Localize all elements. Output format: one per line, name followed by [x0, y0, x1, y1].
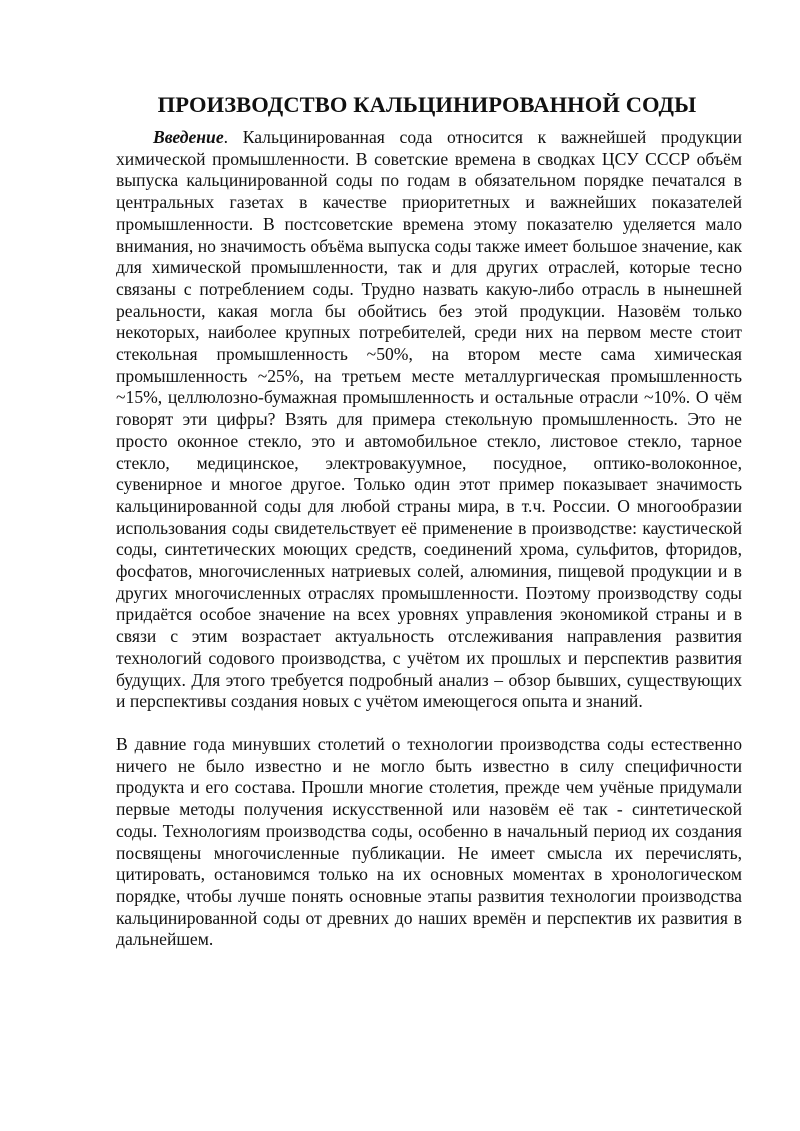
document-title: ПРОИЗВОДСТВО КАЛЬЦИНИРОВАННОЙ СОДЫ [157, 92, 697, 117]
intro-label: Введение [153, 127, 224, 147]
history-paragraph: В давние года минувших столетий о технологии производства соды естественно ничего не было известно и не могло быть известно в силу специфичности продукта и его состава. Прошли многие столетия, прежде чем учёные придумали первые методы получения искусственной или назовём её так - синтетической соды. Технологиям производства соды, особенно в начальный период их создания посвящены многочисленные публикации. Не имеет смысла их перечислять, цитировать, остановимся только на их основных моментах в хронологическом порядке, чтобы лучше понять основные этапы развития технологии производства кальцинированной соды от древних до наших времён и перспектив их развития в дальнейшем. [116, 733, 742, 950]
intro-text: . Кальцинированная сода относится к важнейшей продукции химической промышленности. В советские времена в сводках ЦСУ СССР объём выпуска кальцинированной соды по годам в обязательном порядке печатался в центральных газетах в качестве приоритетных и важнейших показателей промышленности. В постсоветские времена этому показателю уделяется мало внимания, но значимость объёма выпуска соды также имеет большое значение, как для химической промышленности, так и для других отраслей, которые тесно связаны с потреблением соды. Трудно назвать какую-либо отрасль в нынешней реальности, какая могла бы обойтись без этой продукции. Назовём только некоторых, наиболее крупных потребителей, среди них на первом месте стоит стекольная промышленность ~50%, на втором месте сама химическая промышленность ~25%, на третьем месте металлургическая промышленность ~15%, целлюлозно-бумажная промышленность и остальные отрасли ~10%. О чём говорят эти цифры? Взять для примера стекольную промышленность. Это не просто оконное стекло, это и автомобильное стекло, листовое стекло, тарное стекло, медицинское, электровакуумное, посудное, оптико-волоконное, сувенирное и многое другое. Только один этот пример показывает значимость кальцинированной соды для любой страны мира, в т.ч. России. О многообразии использования соды свидетельствует её применение в производстве: каустической соды, синтетических моющих средств, соединений хрома, сульфитов, фторидов, фосфатов, многочисленных натриевых солей, алюминия, пищевой продукции и в других многочисленных отраслях промышленности. Поэтому производству соды придаётся особое значение на всех уровнях управления экономикой страны и в связи с этим возрастает актуальность отслеживания направления развития технологий содового производства, с учётом их прошлых и перспектив развития будущих. Для этого требуется подробный анализ – обзор бывших, существующих и перспективы создания новых с учётом имеющегося опыта и знаний. [116, 127, 742, 712]
paragraph-spacer [116, 713, 742, 734]
intro-paragraph [116, 127, 742, 713]
